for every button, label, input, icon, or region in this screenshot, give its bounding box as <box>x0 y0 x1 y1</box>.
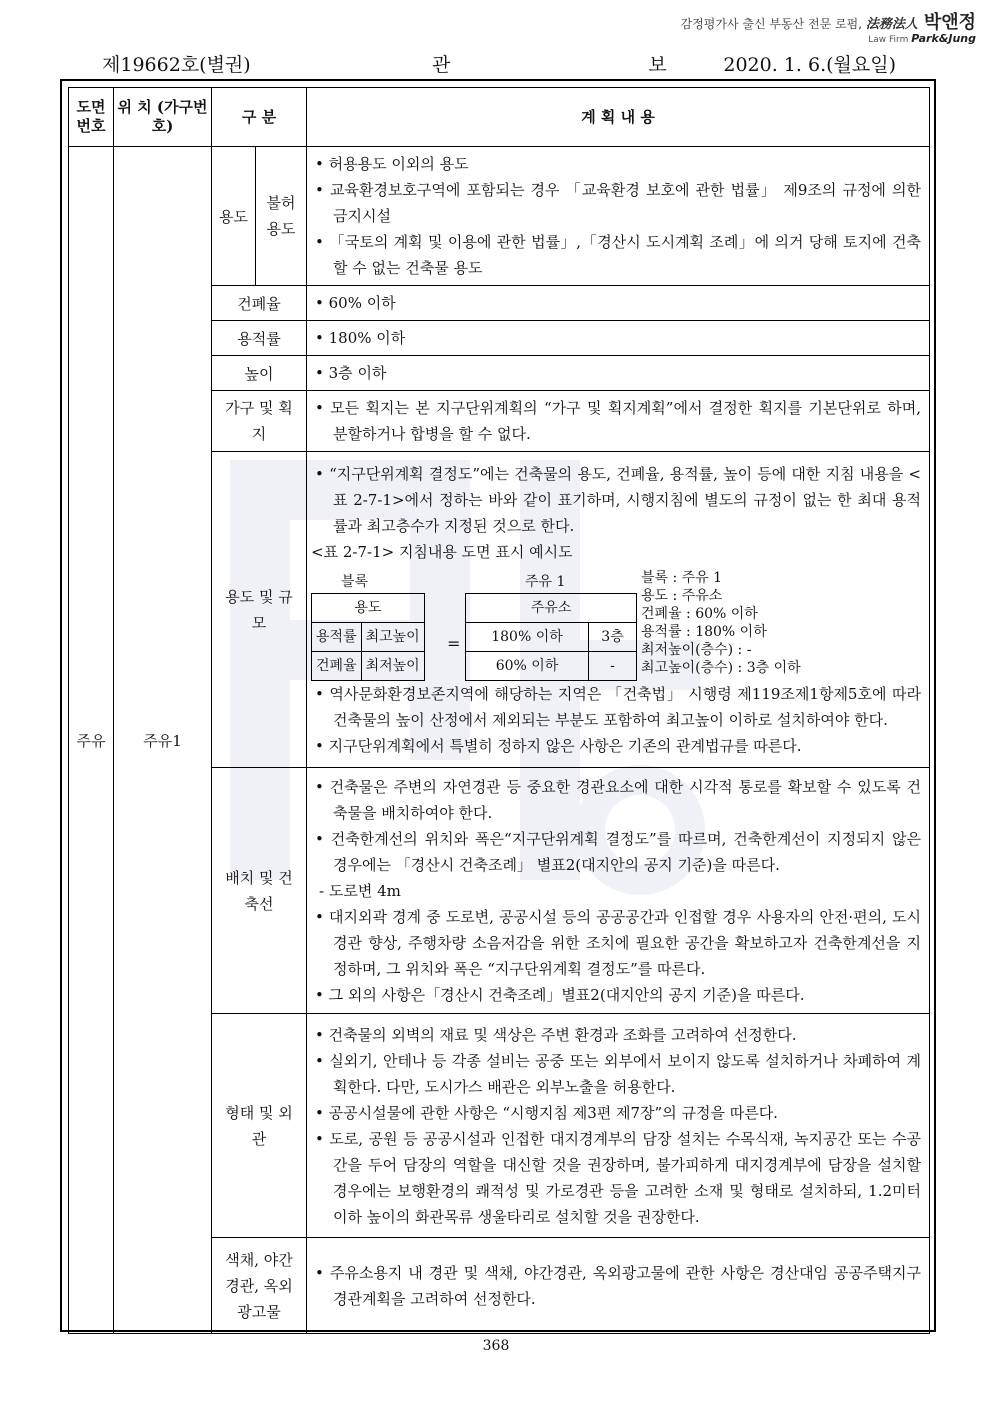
far-value: • 180% 이하 <box>307 321 930 356</box>
list-item: • 지구단위계획에서 특별히 정하지 않은 사항은 기존의 관계법규를 따른다. <box>315 736 802 755</box>
page-number: 368 <box>482 1338 510 1354</box>
law-firm-brand <box>681 8 976 45</box>
list-item: • 도로, 공원 등 공공시설과 인접한 대지경계부의 담장 설치는 수목식재, 녹지공간 또는 수공간을 두어 담장의 역할을 대신할 것을 권장하며, 불가피하게 대지경계부에 담장을 설치할 경우에는 보행환경의 쾌적성 및 가로경관 등을 고려한 소재 및 형태로 설치하되, 1.2미터 이하 높이의 화관목류 생울타리로 설치할 것을 권장한다. <box>315 1129 921 1226</box>
use-label: 용도 <box>212 147 256 286</box>
plan-table <box>68 87 930 1334</box>
list-item: - 도로변 4m <box>319 881 401 900</box>
table-row <box>69 147 930 286</box>
scale-label: 용도 및 규모 <box>212 452 307 768</box>
list-item: • 건축물의 외벽의 재료 및 색상은 주변 환경과 조화를 고려하여 선정한다. <box>315 1025 797 1044</box>
brand-firm-en: Park&Jung <box>911 32 976 45</box>
list-item: • “지구단위계획 결정도”에는 건축물의 용도, 건폐율, 용적률, 높이 등에 대한 지침 내용을 <표 2-7-1>에서 정하는 바와 같이 표기하며, 시행지침에 별도의 규정이 없는 한 최대 용적률과 최고층수가 지정된 것으로 한다. <box>315 464 921 535</box>
header-map-no: 도면 번호 <box>69 88 114 147</box>
list-item: • 공공시설물에 관한 사항은 “시행지침 제3편 제7장”의 규정을 따른다. <box>315 1103 778 1122</box>
brand-firm-korean: 박앤정 <box>923 12 976 33</box>
gazette-header <box>62 48 936 76</box>
equals-sign: = <box>447 633 461 653</box>
prohibited-use-label: 불허 용도 <box>256 147 307 286</box>
sample-title: <표 2-7-1> 지침내용 도면 표시 예시도 <box>311 542 573 561</box>
list-item: • 주유소용지 내 경관 및 색채, 야간경관, 옥외광고물에 관한 사항은 경산대임 공공주택지구 경관계획을 고려하여 선정한다. <box>315 1263 921 1308</box>
sample-left-table: 용도 용적률 최고높이 건폐율 최저높이 <box>311 593 425 681</box>
issue-number: 제19662호(별권) <box>102 54 251 76</box>
coverage-value: • 60% 이하 <box>307 286 930 321</box>
sample-right-head: 주유 1 <box>525 573 566 590</box>
sample-legend: 블록 : 주유 1 용도 : 주유소 건폐율 : 60% 이하 용적률 : 180% 이하 최저높이(층수) : - 최고높이(층수) : 3층 이하 <box>641 569 801 676</box>
gazette-title: 관 보 <box>432 54 763 76</box>
issue-date: 2020. 1. 6.(월요일) <box>723 54 896 76</box>
list-item: • 교육환경보호구역에 포함되는 경우 「교육환경 보호에 관한 법률」 제9조의 규정에 의한 금지시설 <box>315 181 921 225</box>
list-item: • 「국토의 계획 및 이용에 관한 법률」,「경산시 도시계획 조례」에 의거 당해 토지에 건축할 수 없는 건축물 용도 <box>315 233 921 277</box>
header-location: 위 치 (가구번호) <box>114 88 212 147</box>
sample-right-table: 주유소 180% 이하 3층 60% 이하 - <box>465 593 637 681</box>
coverage-label: 건폐율 <box>212 286 307 321</box>
lot-label: 가구 및 획지 <box>212 391 307 452</box>
brand-en-prefix: Law Firm <box>868 35 909 45</box>
location-cell: 주유1 <box>114 147 212 1334</box>
list-item: • 실외기, 안테나 등 각종 설비는 공중 또는 외부에서 보이지 않도록 설치하거나 차폐하여 계획한다. 다만, 도시가스 배관은 외부노출을 허용한다. <box>315 1051 921 1096</box>
far-label: 용적률 <box>212 321 307 356</box>
list-item: • 허용용도 이외의 용도 <box>315 155 469 173</box>
sample-table-figure <box>311 539 921 679</box>
form-label: 형태 및 외관 <box>212 1014 307 1238</box>
height-label: 높이 <box>212 356 307 391</box>
list-item: • 그 외의 사항은「경산시 건축조례」별표2(대지안의 공지 기준)을 따른다. <box>315 985 805 1004</box>
list-item: • 역사문화환경보존지역에 해당하는 지역은 「건축법」 시행령 제119조제1항제5호에 따라 건축물의 높이 산정에서 제외되는 부분도 포함하여 최고높이 이하로 설치하여야 한다. <box>315 684 921 729</box>
table-header-row <box>69 88 930 147</box>
header-category: 구 분 <box>212 88 307 147</box>
sample-left-head: 블록 <box>341 573 369 590</box>
list-item: • 건축물은 주변의 자연경관 등 중요한 경관요소에 대한 시각적 통로를 확보할 수 있도록 건축물을 배치하여야 한다. <box>315 777 921 822</box>
list-item: • 건축한계선의 위치와 폭은“지구단위계획 결정도”를 따르며, 건축한계선이 지정되지 않은 경우에는 「경산시 건축조례」 별표2(대지안의 공지 기준)을 따른다. <box>315 829 922 874</box>
height-value: • 3층 이하 <box>307 356 930 391</box>
color-label: 색채, 야간경관, 옥외광고물 <box>212 1238 307 1334</box>
form-content <box>307 1014 930 1238</box>
map-no-cell: 주유 <box>69 147 114 1334</box>
layout-content <box>307 768 930 1014</box>
lot-content <box>307 391 930 452</box>
color-content <box>307 1238 930 1334</box>
list-item: • 대지외곽 경계 중 도로변, 공공시설 등의 공공공간과 인접할 경우 사용자의 안전·편의, 도시경관 향상, 주행차량 소음저감을 위한 조치에 필요한 공간을 확보하고자 건축한계선을 지정하며, 그 위치와 폭은 “지구단위계획 결정도”를 따른다. <box>315 907 921 978</box>
layout-label: 배치 및 건축선 <box>212 768 307 1014</box>
header-plan: 계 획 내 용 <box>307 88 930 147</box>
scale-content <box>307 452 930 768</box>
brand-firm-hanja: 法務法人 <box>865 17 918 32</box>
prohibited-use-content <box>307 147 930 286</box>
list-item: • 모든 획지는 본 지구단위계획의 “가구 및 획지계획”에서 결정한 획지를 기본단위로 하며, 분할하거나 합병을 할 수 없다. <box>315 399 921 443</box>
brand-tagline: 감정평가사 출신 부동산 전문 로펌, <box>680 17 862 31</box>
